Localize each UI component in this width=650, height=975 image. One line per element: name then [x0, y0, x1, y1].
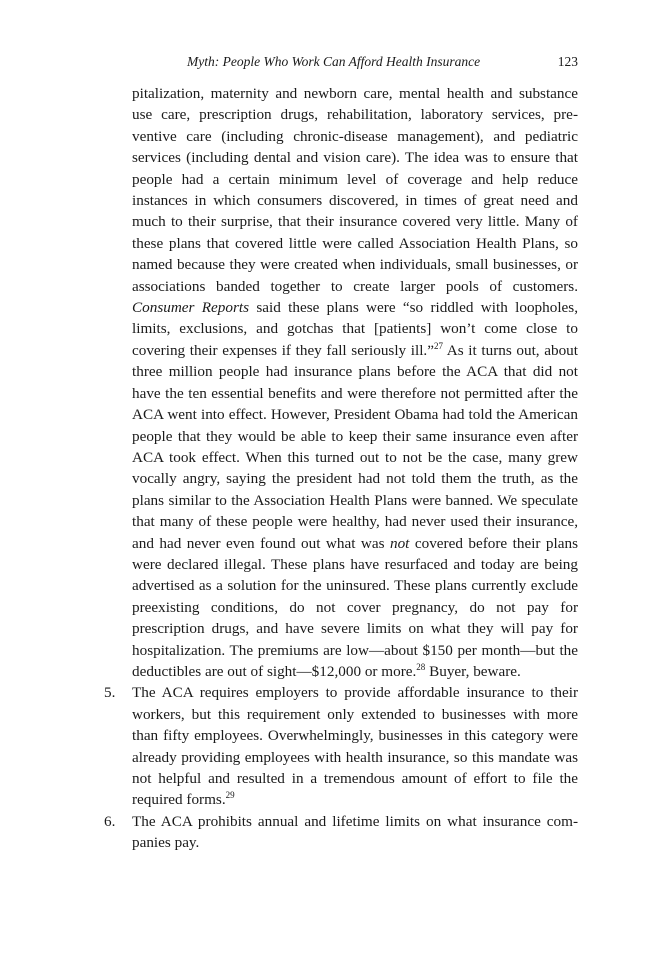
footnote-ref-29: 29 — [225, 790, 235, 801]
paragraph-text: said these plans were “so riddled with loopholes, limits, exclusions, and gotchas that [patients] won’t come close to covering their expenses if they fall seriously ill.” — [132, 299, 578, 359]
item-number: 5. — [104, 684, 116, 702]
paragraph-text: pitalization, maternity and newborn care, mental health and substance use care, prescription drugs, rehabilitation, laboratory services, preventive care (including chronic-disease management), and pediatric services (including dental and vision care). The idea was to ensure that people had a certain minimum level of coverage and help reduce instances in which consumers discovered, in times of great need and much to their surprise, that their insurance covered very little. Many of these plans that covered little were called Association Health Plans, so named because they were created when individuals, small businesses, or associations banded together to create larger pools of customers. — [132, 85, 578, 295]
list-item — [104, 682, 578, 810]
emphasis-not: not — [389, 534, 410, 552]
running-title: Myth: People Who Work Can Afford Health Insurance — [187, 54, 481, 69]
paragraph-text: Buyer, beware. — [425, 662, 521, 680]
footnote-ref-27: 27 — [433, 340, 443, 351]
source-title: Consumer Reports — [132, 299, 250, 317]
list-item — [104, 811, 578, 854]
footnote-ref-28: 28 — [416, 661, 426, 672]
continuation-paragraph — [132, 83, 578, 682]
item-text: The ACA prohibits annual and lifetime limits on what insurance companies pay. — [132, 812, 578, 852]
paragraph-text: As it turns out, about three million people had insurance plans before the ACA that did not have the ten essential benefits and were therefore not permitted after the ACA went into effect. However, President Obama had told the American people that they would be able to keep their same insurance even after ACA took effect. When this turned out to not be the case, many grew vocally angry, saying the president had not told them the truth, as the plans similar to the Association Health Plans were banned. We speculate that many of these people were healthy, had never used their insurance, and had never even found out what was — [132, 341, 578, 552]
page-number: 123 — [557, 54, 578, 69]
item-number: 6. — [104, 812, 116, 830]
page-header — [132, 52, 578, 72]
item-text: The ACA requires employers to provide affordable insurance to their workers, but this requirement only extended to businesses with more than fifty employees. Overwhelmingly, businesses in this category were already providing employees with health insurance, so this mandate was not helpful and resulted in a tremendous amount of effort to file the required forms. — [132, 684, 578, 809]
body-text — [104, 83, 578, 854]
paragraph-text: covered before their plans were declared illegal. These plans have resurfaced and today are being advertised as a solution for the uninsured. These plans currently exclude preexisting conditions, do not cover pregnancy, do not pay for prescription drugs, and have severe limits on what they will pay for hospitalization. The premiums are low—about $150 per month—but the deductibles are out of sight—$12,000 or more. — [132, 534, 578, 680]
